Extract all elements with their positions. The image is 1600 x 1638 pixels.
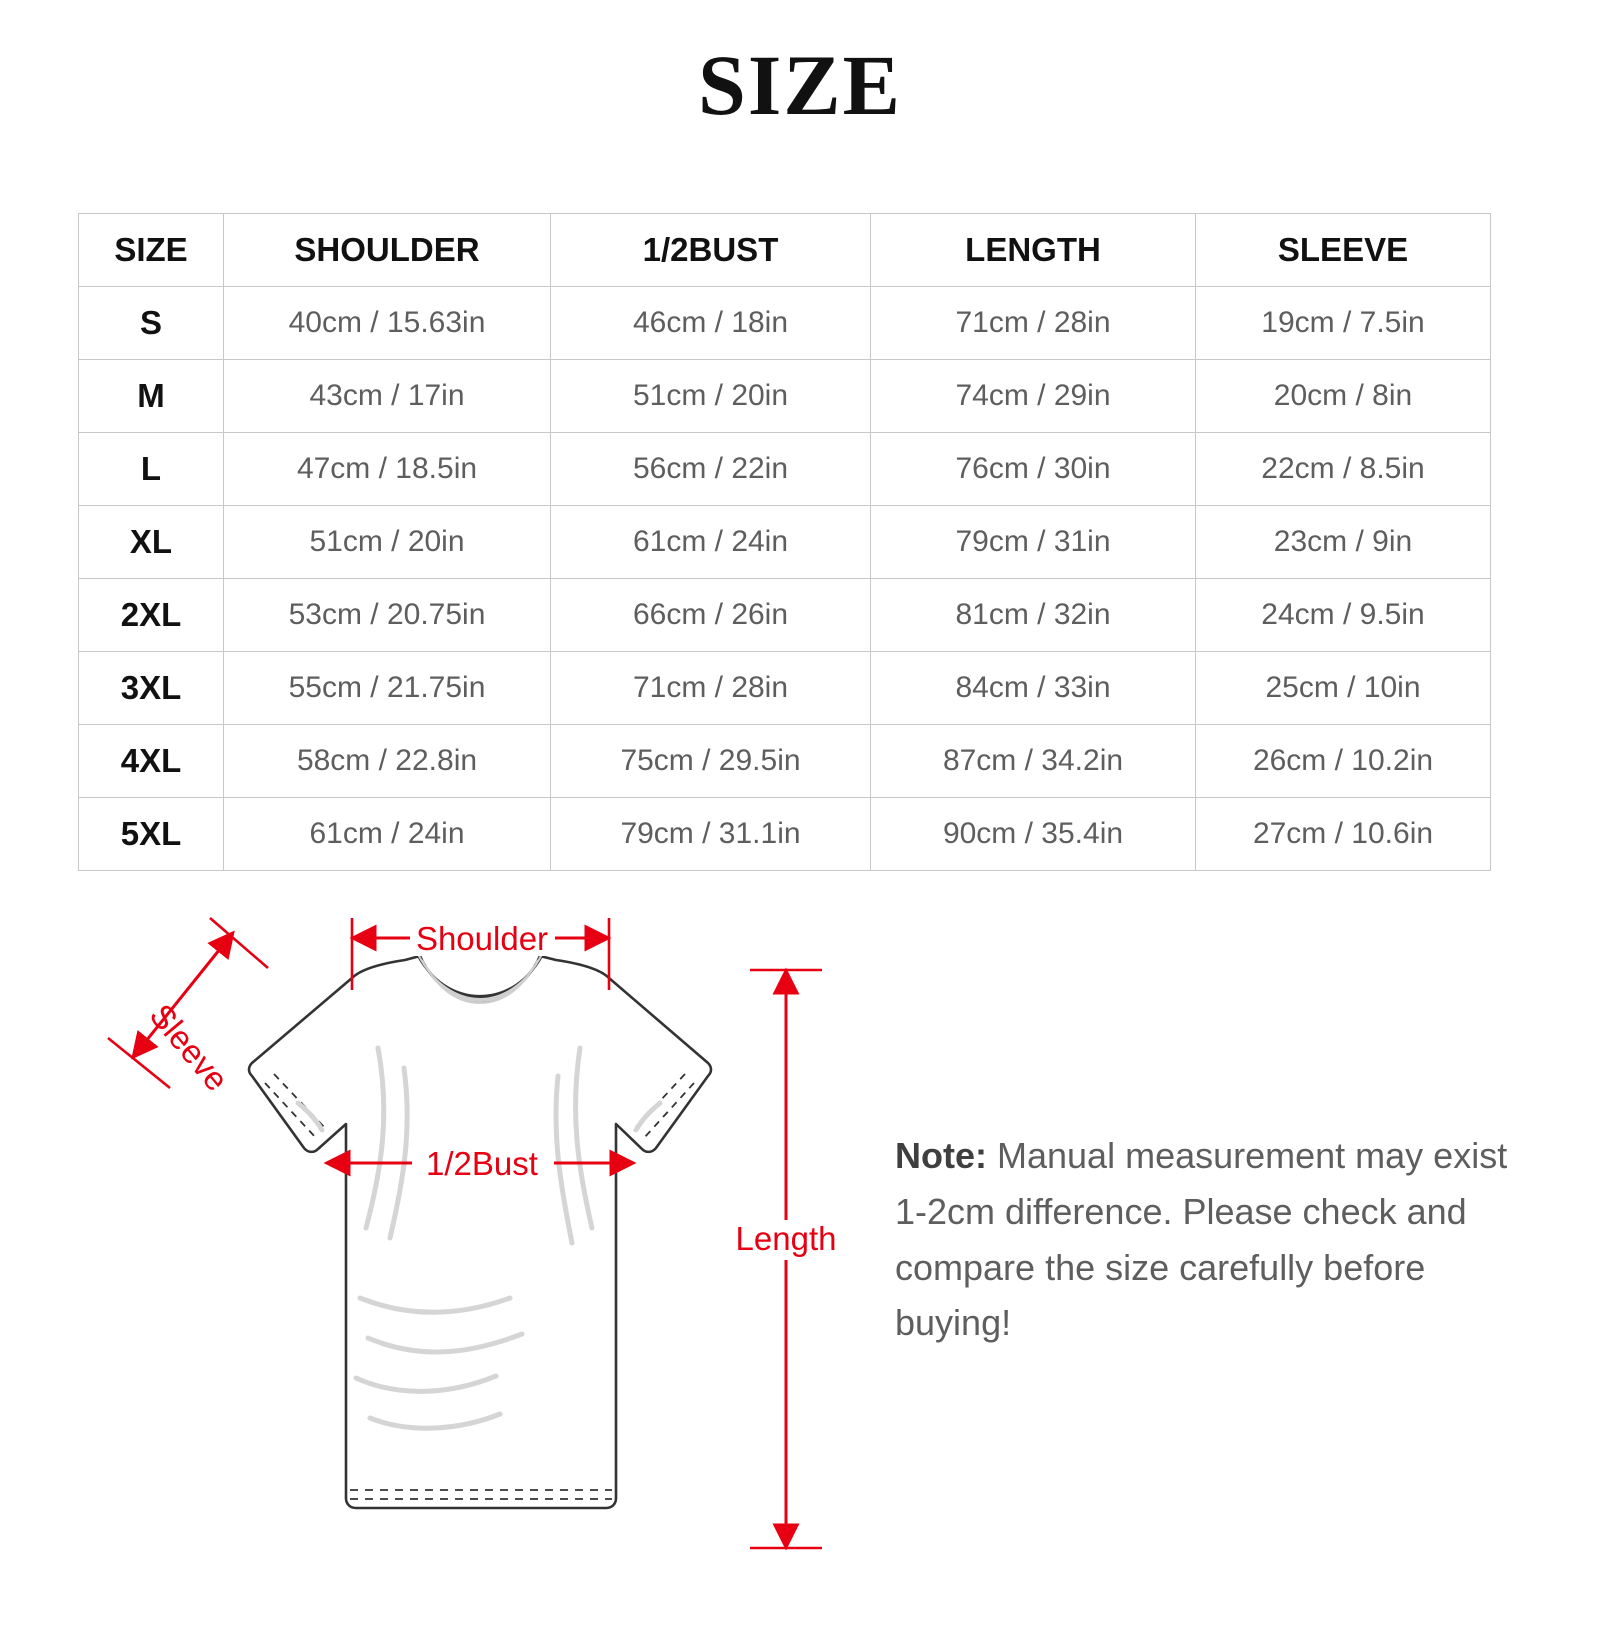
bust-label: 1/2Bust xyxy=(426,1145,538,1182)
cell-shoulder: 55cm / 21.75in xyxy=(224,652,551,725)
cell-size: 5XL xyxy=(79,798,224,871)
table-row xyxy=(79,506,1491,579)
cell-size: M xyxy=(79,360,224,433)
sleeve-label: Sleeve xyxy=(142,996,236,1098)
cell-shoulder: 40cm / 15.63in xyxy=(224,287,551,360)
tshirt-outline xyxy=(249,950,711,1508)
cell-length: 81cm / 32in xyxy=(871,579,1196,652)
cell-length: 84cm / 33in xyxy=(871,652,1196,725)
cell-bust: 46cm / 18in xyxy=(551,287,871,360)
cell-length: 90cm / 35.4in xyxy=(871,798,1196,871)
column-header-size: SIZE xyxy=(79,214,224,287)
cell-bust: 79cm / 31.1in xyxy=(551,798,871,871)
cell-length: 76cm / 30in xyxy=(871,433,1196,506)
cell-sleeve: 19cm / 7.5in xyxy=(1196,287,1491,360)
cell-bust: 61cm / 24in xyxy=(551,506,871,579)
note-text xyxy=(895,1128,1545,1351)
cell-shoulder: 43cm / 17in xyxy=(224,360,551,433)
cell-length: 74cm / 29in xyxy=(871,360,1196,433)
cell-sleeve: 22cm / 8.5in xyxy=(1196,433,1491,506)
cell-size: L xyxy=(79,433,224,506)
table-row xyxy=(79,360,1491,433)
length-label: Length xyxy=(735,1220,837,1257)
table-row xyxy=(79,725,1491,798)
tshirt-diagram-svg xyxy=(60,898,860,1598)
cell-shoulder: 51cm / 20in xyxy=(224,506,551,579)
cell-shoulder: 58cm / 22.8in xyxy=(224,725,551,798)
cell-shoulder: 47cm / 18.5in xyxy=(224,433,551,506)
cell-sleeve: 23cm / 9in xyxy=(1196,506,1491,579)
size-chart-table xyxy=(78,213,1490,871)
column-header-sleeve: SLEEVE xyxy=(1196,214,1491,287)
cell-shoulder: 53cm / 20.75in xyxy=(224,579,551,652)
table-row xyxy=(79,652,1491,725)
cell-bust: 56cm / 22in xyxy=(551,433,871,506)
table-header-row xyxy=(79,214,1491,287)
measurement-diagram xyxy=(60,898,860,1598)
column-header-bust: 1/2BUST xyxy=(551,214,871,287)
table-row xyxy=(79,433,1491,506)
cell-sleeve: 27cm / 10.6in xyxy=(1196,798,1491,871)
note-label: Note: xyxy=(895,1135,987,1176)
cell-sleeve: 20cm / 8in xyxy=(1196,360,1491,433)
cell-size: 4XL xyxy=(79,725,224,798)
column-header-shoulder: SHOULDER xyxy=(224,214,551,287)
cell-size: 2XL xyxy=(79,579,224,652)
cell-sleeve: 24cm / 9.5in xyxy=(1196,579,1491,652)
length-measure-arrow xyxy=(732,970,840,1548)
sleeve-measure-arrow xyxy=(108,918,268,1098)
table-row xyxy=(79,798,1491,871)
cell-length: 87cm / 34.2in xyxy=(871,725,1196,798)
cell-length: 79cm / 31in xyxy=(871,506,1196,579)
cell-sleeve: 25cm / 10in xyxy=(1196,652,1491,725)
cell-bust: 66cm / 26in xyxy=(551,579,871,652)
cell-size: 3XL xyxy=(79,652,224,725)
cell-bust: 75cm / 29.5in xyxy=(551,725,871,798)
table-row xyxy=(79,287,1491,360)
cell-bust: 71cm / 28in xyxy=(551,652,871,725)
cell-length: 71cm / 28in xyxy=(871,287,1196,360)
note-body: Manual measurement may exist 1-2cm difference. Please check and compare the size carefully before buying! xyxy=(895,1135,1508,1344)
table-row xyxy=(79,579,1491,652)
column-header-length: LENGTH xyxy=(871,214,1196,287)
cell-bust: 51cm / 20in xyxy=(551,360,871,433)
cell-size: S xyxy=(79,287,224,360)
cell-sleeve: 26cm / 10.2in xyxy=(1196,725,1491,798)
page-title: SIZE xyxy=(697,37,903,133)
cell-size: XL xyxy=(79,506,224,579)
cell-shoulder: 61cm / 24in xyxy=(224,798,551,871)
shoulder-label: Shoulder xyxy=(415,920,549,957)
